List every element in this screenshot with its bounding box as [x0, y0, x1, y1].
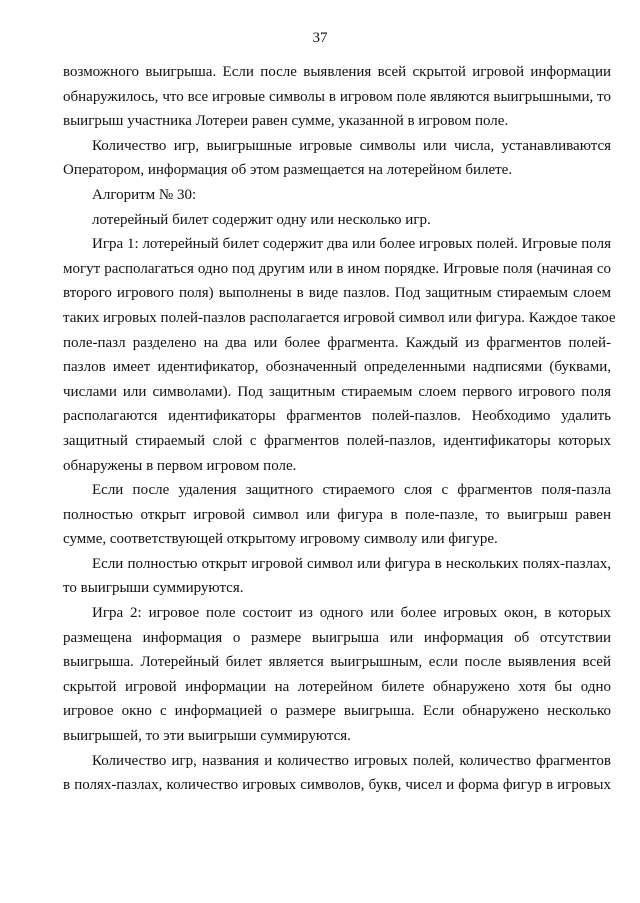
text-line: размещена информация о размере выигрыша или информация об отсутствии	[63, 629, 611, 646]
body-text	[63, 60, 616, 798]
text-line: Если после удаления защитного стираемого слоя с фрагментов поля-пазла	[92, 482, 611, 499]
text-line: Игра 1: лотерейный билет содержит два или более игровых полей. Игровые поля	[92, 236, 611, 253]
text-line: игровое окно с информацией о размере выигрыша. Если обнаружено несколько	[63, 703, 611, 720]
text-line: то выигрыши суммируются.	[63, 580, 244, 597]
text-line: сумме, соответствующей открытому игровому символу или фигуре.	[63, 531, 498, 548]
text-line: защитный стираемый слой с фрагментов полей-пазлов, идентификаторы которых	[63, 432, 611, 449]
text-line: возможного выигрыша. Если после выявления всей скрытой игровой информации	[63, 64, 611, 80]
text-line: Игра 2: игровое поле состоит из одного или более игровых окон, в которых	[92, 605, 611, 622]
text-line: Количество игр, выигрышные игровые символы или числа, устанавливаются	[92, 137, 611, 154]
text-line: скрытой игровой информации на лотерейном билете обнаружено хотя бы одно	[63, 678, 611, 695]
text-line: Количество игр, названия и количество игровых полей, количество фрагментов	[92, 752, 611, 769]
text-line: обнаружены в первом игровом поле.	[63, 457, 297, 474]
text-line: числами или символами). Под защитным стираемым слоем первого игрового поля	[63, 383, 611, 400]
text-line: пазлов имеет идентификатор, обозначенный определенными надписями (буквами,	[63, 359, 611, 376]
text-line: лотерейный билет содержит одну или несколько игр.	[92, 211, 431, 228]
text-line: второго игрового поля) выполнены в виде пазлов. Под защитным стираемым слоем	[63, 285, 611, 302]
text-line: поле-пазл разделено на два или более фрагмента. Каждый из фрагментов полей-	[63, 334, 611, 351]
text-line: Оператором, информация об этом размещается на лотерейном билете.	[63, 162, 513, 179]
text-line: могут располагаться одно под другим или в ином порядке. Игровые поля (начиная со	[63, 260, 611, 277]
page-number: 37	[312, 30, 328, 46]
text-line: полностью открыт игровой символ или фигура в поле-пазле, то выигрыш равен	[63, 506, 611, 523]
text-line: в полях-пазлах, количество игровых символов, букв, чисел и форма фигур в игровых	[63, 777, 611, 794]
text-line: выигрыша. Лотерейный билет является выигрышным, если после выявления всей	[63, 654, 611, 671]
text-line: располагаются идентификаторы фрагментов полей-пазлов. Необходимо удалить	[63, 408, 611, 425]
text-line: Если полностью открыт игровой символ или фигура в нескольких полях-пазлах,	[92, 555, 611, 572]
text-line: выигрышей, то эти выигрыши суммируются.	[63, 728, 351, 745]
text-line: Алгоритм № 30:	[92, 186, 197, 203]
text-line: обнаружилось, что все игровые символы в игровом поле являются выигрышными, то	[63, 88, 611, 105]
text-line: выигрыш участника Лотереи равен сумме, указанной в игровом поле.	[63, 113, 509, 130]
text-line: таких игровых полей-пазлов располагается игровой символ или фигура. Каждое такое	[63, 309, 616, 326]
